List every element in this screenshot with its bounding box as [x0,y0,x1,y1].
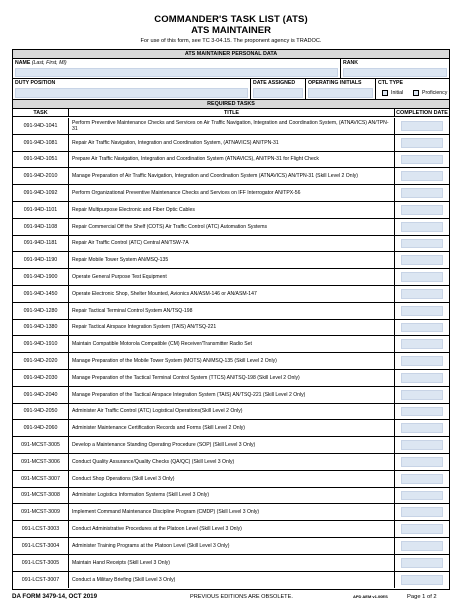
task-code: 091-MCST-3007 [13,471,69,487]
task-title: Repair Mobile Tower System AN/MSQ-135 [72,257,169,264]
task-title: Prepare Air Traffic Navigation, Integration and Coordination System (ATNAVICS), AN/TPN-31 for Flight Check [72,156,319,163]
completion-cell [394,471,449,487]
date-cell [251,79,306,100]
completion-cell [394,269,449,285]
task-title: Repair Tactical Airspace Integration System (TAIS) AN/TSQ-221 [72,324,217,331]
task-code: 091-LCST-3004 [13,538,69,554]
task-title: Manage Preparation of the Mobile Tower System (MOTS) AN/MSQ-135 (Skill Level 2 Only) [72,357,277,364]
completion-date-field[interactable] [401,440,443,450]
task-code: 091-MCST-3006 [13,454,69,470]
completion-date-field[interactable] [401,507,443,517]
task-code: 091-94D-1450 [13,286,69,302]
task-row [13,370,449,387]
col-header-completion: COMPLETION DATE [394,109,449,117]
completion-date-field[interactable] [401,188,443,198]
task-code: 091-94D-2040 [13,387,69,403]
task-code: 091-94D-1092 [13,185,69,201]
task-row [13,353,449,370]
task-code: 091-LCST-3007 [13,572,69,589]
proficiency-label: Proficiency [422,90,448,96]
task-code: 091-94D-1181 [13,236,69,252]
agency-note: For use of this form, see TC 3-04.15. The proponent agency is TRADOC. [140,38,322,44]
duty-cell [13,79,251,100]
task-title: Administer Training Programs at the Platoon Level (Skill Level 3 Only) [72,542,230,549]
completion-cell [394,370,449,386]
task-code: 091-94D-2020 [13,353,69,369]
name-cell [13,59,341,79]
task-row [13,404,449,421]
task-title: Administer Air Traffic Control (ATC) Logistical Operations(Skill Level 2 Only) [72,408,243,415]
task-code: 091-94D-1108 [13,219,69,235]
task-row [13,555,449,572]
completion-cell [394,303,449,319]
task-row [13,572,449,589]
task-row [13,387,449,404]
completion-cell [394,219,449,235]
task-title: Administer Logistics Information Systems (Skill Level 3 Only) [72,492,210,499]
task-title: Maintain Hand Receipts (Skill Level 3 Only) [72,559,170,566]
completion-cell [394,572,449,589]
task-title: Manage Preparation of the Tactical Airspace Integration System (TAIS) AN/TSQ-221 (Skill Level 2 Only) [72,391,306,398]
task-row [13,454,449,471]
completion-cell [394,555,449,571]
completion-date-field[interactable] [401,289,443,299]
task-row [13,303,449,320]
completion-date-field[interactable] [401,323,443,333]
task-code: 091-MCST-3009 [13,504,69,520]
required-tasks-header: REQUIRED TASKS [13,100,449,109]
task-title: Perform Organizational Preventive Maintenance Checks and Services on IFF Interrogator AN/TPX-56 [72,189,301,196]
name-hint: (Last, First, MI) [31,60,67,66]
completion-cell [394,336,449,352]
completion-date-field[interactable] [401,423,443,433]
completion-date-field[interactable] [401,138,443,148]
name-field[interactable] [15,68,338,77]
initials-field[interactable] [308,88,373,98]
task-row [13,320,449,337]
completion-cell [394,135,449,151]
completion-cell [394,202,449,218]
task-row [13,538,449,555]
completion-date-field[interactable] [401,155,443,165]
completion-cell [394,353,449,369]
completion-date-field[interactable] [401,407,443,417]
completion-date-field[interactable] [401,474,443,484]
task-code: 091-94D-2060 [13,420,69,436]
rank-cell [341,59,449,79]
task-row [13,168,449,185]
initial-checkbox[interactable] [382,90,388,96]
task-row [13,437,449,454]
task-row [13,252,449,269]
completion-cell [394,236,449,252]
completion-cell [394,404,449,420]
completion-date-field[interactable] [401,457,443,467]
task-row [13,269,449,286]
task-code: 091-94D-1910 [13,336,69,352]
form-subtitle: ATS MAINTAINER [191,25,271,36]
task-row [13,504,449,521]
task-title: Repair Air Traffic Navigation, Integration and Coordination System, (ATNAVICS) AN/TPN-31 [72,139,279,146]
task-code: 091-94D-1051 [13,152,69,168]
task-title: Repair Commercial Off the Shelf (COTS) Air Traffic Control (ATC) Automation Systems [72,223,268,230]
task-row [13,118,449,135]
completion-cell [394,488,449,504]
completion-cell [394,387,449,403]
task-code: 091-94D-1190 [13,252,69,268]
col-header-title: TITLE [69,109,394,117]
ctl-cell [376,79,449,100]
task-code: 091-94D-1900 [13,269,69,285]
obsolete-note: PREVIOUS EDITIONS ARE OBSOLETE. [190,594,293,600]
completion-date-field[interactable] [401,239,443,249]
completion-cell [394,168,449,184]
proficiency-checkbox[interactable] [413,90,419,96]
completion-cell [394,252,449,268]
task-row [13,420,449,437]
col-header-task: TASK [13,109,69,117]
initials-cell [306,79,376,100]
task-row [13,488,449,505]
task-title: Manage Preparation of Air Traffic Navigation, Integration and Coordination System (ATNAVICS) AN/TPN-31 (Skill Level 2 Only) [72,173,358,180]
task-row [13,202,449,219]
task-title: Conduct a Military Briefing (Skill Level 3 Only) [72,576,176,583]
task-code: 091-MCST-3008 [13,488,69,504]
task-title: Administer Maintenance Certification Records and Forms (Skill Level 2 Only) [72,425,245,432]
rank-field[interactable] [343,68,447,77]
task-row [13,521,449,538]
completion-date-field[interactable] [401,222,443,232]
task-row [13,135,449,152]
initial-label: Initial [391,90,404,96]
task-title: Manage Preparation of the Tactical Terminal Control System (TTCS) AN/TSQ-198 (Skill Level 2 Only) [72,374,300,381]
form-title: COMMANDER'S TASK LIST (ATS) [154,14,308,25]
duty-field[interactable] [15,88,248,98]
completion-cell [394,152,449,168]
task-title: Conduct Shop Operations (Skill Level 3 Only) [72,475,175,482]
ctl-label: CTL TYPE [378,80,403,86]
name-label: NAME (Last, First, MI) [15,60,67,66]
completion-cell [394,538,449,554]
task-code: 091-94D-1280 [13,303,69,319]
page-number: Page 1 of 2 [407,594,437,600]
completion-date-field[interactable] [401,524,443,534]
date-label: DATE ASSIGNED [253,80,296,86]
task-row [13,286,449,303]
task-row [13,471,449,488]
completion-date-field[interactable] [401,390,443,400]
completion-date-field[interactable] [401,541,443,551]
completion-cell [394,437,449,453]
task-title: Repair Air Traffic Control (ATC) Central AN/TSW-7A [72,240,189,247]
task-code: 091-LCST-3003 [13,521,69,537]
form-frame [12,49,450,590]
task-title: Repair Tactical Terminal Control System AN/TSQ-198 [72,307,193,314]
completion-cell [394,521,449,537]
personal-data-header: ATS MAINTAINER PERSONAL DATA [13,50,449,59]
task-title: Maintain Compatible Motorola Compatible (CM) Receiver/Transmitter Radio Set [72,341,252,348]
task-title: Conduct Quality Assurance/Quality Checks (QA/QC) (Skill Level 3 Only) [72,458,235,465]
completion-cell [394,118,449,134]
completion-date-field[interactable] [401,575,443,586]
task-row [13,185,449,202]
task-code: 091-94D-2030 [13,370,69,386]
task-title: Operate General Purpose Test Equipment [72,273,167,280]
completion-cell [394,286,449,302]
task-code: 091-94D-1101 [13,202,69,218]
task-row [13,219,449,236]
completion-date-field[interactable] [401,255,443,265]
completion-date-field[interactable] [401,306,443,316]
task-row [13,152,449,169]
task-title: Perform Preventive Maintenance Checks and Services on Air Traffic Navigation, Integration and Coordination System, (ATNAVICS) AN/TPN-31 [72,119,389,132]
completion-cell [394,185,449,201]
completion-date-field[interactable] [401,356,443,366]
task-title: Conduct Administrative Procedures at the Platoon Level (Skill Level 3 Only) [72,525,242,532]
completion-date-field[interactable] [401,339,443,349]
completion-date-field[interactable] [401,558,443,568]
task-title: Repair Multipurpose Electronic and Fiber Optic Cables [72,206,195,213]
task-code: 091-94D-1041 [13,118,69,134]
task-code: 091-MCST-3005 [13,437,69,453]
completion-date-field[interactable] [401,171,443,181]
duty-label: DUTY POSITION [15,80,56,86]
task-code: 091-94D-2050 [13,404,69,420]
rank-label: RANK [343,60,358,66]
version-note: APD AEM v1.00ES [353,594,388,599]
task-row [13,236,449,253]
completion-cell [394,504,449,520]
task-code: 091-LCST-3005 [13,555,69,571]
completion-cell [394,420,449,436]
form-number: DA FORM 3479-14, OCT 2019 [12,593,98,600]
date-field[interactable] [253,88,303,98]
completion-date-field[interactable] [401,491,443,501]
completion-cell [394,454,449,470]
completion-date-field[interactable] [401,205,443,215]
task-title: Operate Electronic Shop, Shelter Mounted, Avionics AN/ASM-146 or AN/ASM-147 [72,290,257,297]
completion-date-field[interactable] [401,373,443,383]
task-row [13,336,449,353]
task-title: Implement Command Maintenance Discipline Program (CMDP) (Skill Level 3 Only) [72,509,260,516]
initials-label: OPERATING INITIALS [308,80,362,86]
task-code: 091-94D-1081 [13,135,69,151]
task-code: 091-94D-1380 [13,320,69,336]
completion-date-field[interactable] [401,272,443,282]
completion-cell [394,320,449,336]
completion-date-field[interactable] [401,121,443,131]
task-code: 091-94D-2010 [13,168,69,184]
task-title: Develop a Maintenance Standing Operating Procedure (SOP) (Skill Level 3 Only) [72,441,256,448]
